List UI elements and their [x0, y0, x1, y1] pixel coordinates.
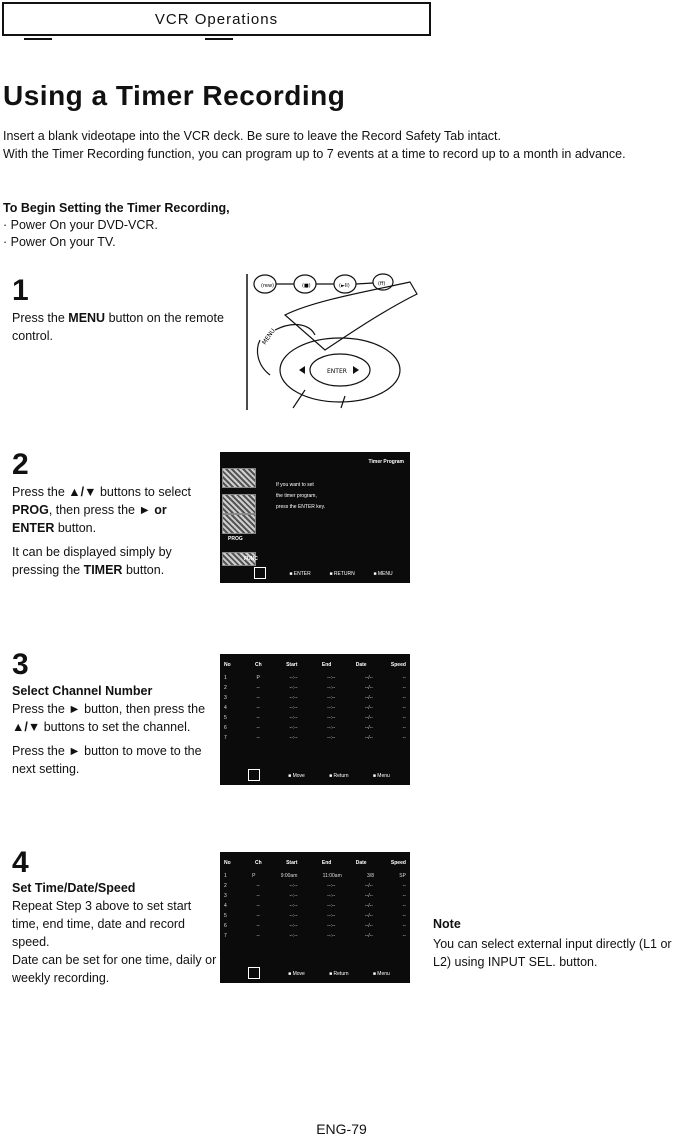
timer-grid-screen [220, 654, 410, 785]
step-number: 1 [12, 274, 29, 307]
intro-paragraph: Insert a blank videotape into the VCR deck. Be sure to leave the Record Safety Tab intact. [3, 129, 501, 143]
screen-footer: ■ ENTER ■ RETURN ■ MENU [289, 571, 393, 577]
grid-row: 5 -- --:-- --:-- --/-- -- [224, 715, 406, 721]
grid-row: 3 -- --:-- --:-- --/-- -- [224, 893, 406, 899]
begin-bullet: · Power On your DVD-VCR. [3, 218, 158, 232]
note-title: Note [433, 917, 461, 931]
grid-row: 3 -- --:-- --:-- --/-- -- [224, 695, 406, 701]
screen-title: Timer Program [368, 459, 404, 465]
grid-row: 5 -- --:-- --:-- --/-- -- [224, 913, 406, 919]
section-header [2, 2, 431, 36]
grid-row: 2 -- --:-- --:-- --/-- -- [224, 883, 406, 889]
grid-row: 4 -- --:-- --:-- --/-- -- [224, 903, 406, 909]
screen-icon [254, 567, 266, 579]
screen-footer: ■ Move ■ Return ■ Menu [288, 773, 390, 779]
step-number: 2 [12, 448, 29, 481]
remote-button-label: (rew) [261, 283, 275, 289]
screen-message: If you want to set the timer program, press the ENTER key. [276, 482, 326, 510]
grid-row: 1 P 9:00am 11:00am 3/8 SP [224, 873, 406, 879]
grid-header: No Ch Start End Date Speed [224, 860, 406, 866]
header-divider [24, 38, 52, 40]
remote-enter-label: ENTER [327, 368, 347, 375]
step-subtitle: Set Time/Date/Speed [12, 881, 136, 895]
step-4-text: Set Time/Date/Speed Repeat Step 3 above to set start time, end time, date and record speed. Date can be set for one time, daily or weekly recording. [12, 881, 217, 985]
step-2-text: Press the ▲/▼ buttons to select PROG, then press the ► or ENTER button. It can be displayed simply by pressing the TIMER button. [12, 485, 192, 577]
begin-heading: To Begin Setting the Timer Recording, [3, 201, 230, 215]
intro-text [3, 127, 683, 163]
begin-bullet: · Power On your TV. [3, 235, 116, 249]
grid-row: 1 P --:-- --:-- --/-- -- [224, 675, 406, 681]
grid-row: 6 -- --:-- --:-- --/-- -- [224, 725, 406, 731]
timer-menu-screen [220, 452, 410, 583]
right-arrow-icon [353, 366, 359, 374]
grid-row: 4 -- --:-- --:-- --/-- -- [224, 705, 406, 711]
remote-menu-label: MENU [260, 327, 277, 347]
grid-row: 7 -- --:-- --:-- --/-- -- [224, 735, 406, 741]
section-title: VCR Operations [154, 10, 279, 28]
page-number: ENG-79 [316, 1121, 367, 1137]
grid-row: 2 -- --:-- --:-- --/-- -- [224, 685, 406, 691]
note-box [433, 917, 681, 971]
screen-footer: ■ Move ■ Return ■ Menu [288, 971, 390, 977]
step-number: 3 [12, 648, 29, 681]
step-subtitle: Select Channel Number [12, 684, 153, 698]
page-title: Using a Timer Recording [3, 80, 346, 111]
note-text: You can select external input directly (L1 or L2) using INPUT SEL. button. [433, 937, 672, 969]
menu-item-prog: PROG [228, 536, 243, 542]
grid-row: 6 -- --:-- --:-- --/-- -- [224, 923, 406, 929]
timer-grid-screen [220, 852, 410, 983]
menu-icon [222, 468, 256, 488]
left-arrow-icon [299, 366, 305, 374]
grid-header: No Ch Start End Date Speed [224, 662, 406, 668]
intro-paragraph: With the Timer Recording function, you can program up to 7 events at a time to record up to a month in advance. [3, 147, 626, 161]
begin-section [3, 200, 230, 251]
screen-icon [248, 769, 260, 781]
remote-button-label: (ff) [378, 281, 386, 287]
remote-button-label: (►II) [339, 283, 350, 289]
step-number: 4 [12, 846, 29, 879]
grid-row: 7 -- --:-- --:-- --/-- -- [224, 933, 406, 939]
screen-icon [248, 967, 260, 979]
remote-illustration [245, 270, 425, 410]
menu-icon [222, 514, 256, 534]
step-1-text: Press the MENU button on the remote control. [12, 311, 224, 343]
menu-item-func: FUNC [244, 556, 258, 562]
menu-icon [222, 494, 256, 514]
header-divider [205, 38, 233, 40]
step-3-text: Select Channel Number Press the ► button, then press the ▲/▼ buttons to set the channel. Press the ► button to move to the next setting. [12, 684, 206, 776]
remote-button-label: (■) [302, 283, 311, 289]
